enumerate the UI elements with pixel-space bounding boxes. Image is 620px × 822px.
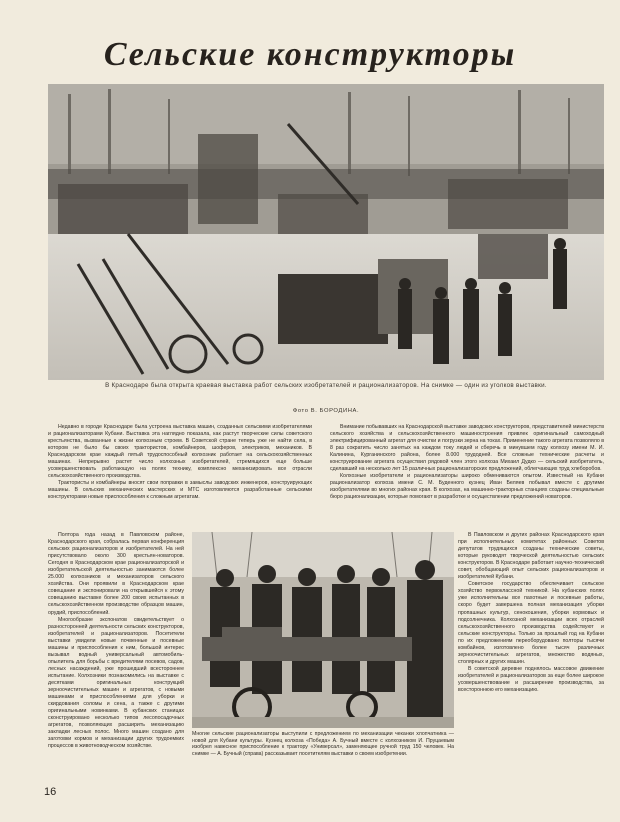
- paragraph: В советской деревне поднялось массовое движение изобретателей и рационализаторов за еще более широкое усовершенствование и расширение производства, за всестороннюю его механизацию.: [458, 665, 604, 694]
- exhibition-photo-art: [48, 84, 604, 380]
- photo-credit: Фото В. БОРОДИНА.: [292, 408, 360, 414]
- inventors-photo-art: [192, 532, 454, 728]
- inventors-photo: [192, 532, 454, 728]
- page-title: Сельские конструкторы: [103, 36, 517, 73]
- article-column-left-bottom: [48, 532, 184, 788]
- paragraph: Многообразие экспонатов свидетельствует о разносторонней деятельности сельских конструкторов, изобретателей и рационализаторов. Посетители выставки увидели новые почвенные и посевные машины и приспособления к ним, большой интерес вызывал водный универсальный автомобиль-опылитель для борьбы с вредителями посевов, садов, лесных насаждений, уже прошедший всестороннее испытание. Колхозники познакомились на выставке с десятками оригинальных конструкций зерноочистительных машин и агрегатов, с новыми машинами и приспособлениями для уборки и скирдования соломы и сена, а также с другими оригинальными новинками. В кубанских станицах сконструировано несколько типов лесопосадочных агрегатов, позволяющих расширить механизацию закладки лесных полос. Много машин создано для заготовки кормов и механизации других трудоемких процессов в животноводческом хозяйстве.: [48, 616, 184, 750]
- paragraph: Трактористы и комбайнеры вносят свои поправки в замыслы заводских инженеров, конструирующих машины. В сельских механических мастерских и МТС изготовляются разработанные сельскими конструкторами новые приспособления к сложным агрегатам.: [48, 480, 312, 501]
- photo-caption: В Краснодаре была открыта краевая выставка работ сельских изобретателей и рационализаторов. На снимке — один из уголков выставки.: [105, 382, 547, 389]
- paragraph: В Павловском и других районах Краснодарского края при исполнительных комитетах районных Советов депутатов трудящихся созданы технические советы, которые руководят творческой деятельностью сельских конструкторов. В Краснодаре работает научно-технический совет, обобщающий опыт сельских рационализаторов и изобретателей Кубани.: [458, 532, 604, 581]
- paragraph: Советское государство обеспечивает сельское хозяйство первоклассной техникой. На кубанских полях уже исполнительны все пахотные и посевные работы, скоро будет завершена полная механизация уборки пропашных культур, сенокошения, уборки кормовых и подсолнечника. Колхозной механизации всех отраслей сельскохозяйственного производства содействуют и сельские конструкторы. Только за прошлый год на Кубани по их предложениям переоборудовано полторы тысячи комбайнов, изготовлено более тысяч различных зерноочистительных агрегатов, множество водяных, столярных и других машин.: [458, 581, 604, 665]
- paragraph: Недавно в городе Краснодаре была устроена выставка машин, созданных сельскими изобретателями и рационализаторами Кубани. Выставка эта наглядно показала, как растут творческие силы советского крестьянства, вызванные к жизни колхозным строем. В Советской стране теперь уже не найти села, в котором не было бы своих трактористов, комбайнеров, шоферов, электриков, механиков. В Краснодарском крае каждый пятый трудоспособный колхозник работает на сельскохозяйственных машинах. Непрерывно растет число колхозных изобретателей, стремящихся еще больше усовершенствовать работающую на полях технику, комплексно механизировать все отрасли сельскохозяйственного производства.: [48, 424, 312, 480]
- article-column-left-top: [48, 424, 312, 532]
- article-column-right-top: [330, 424, 604, 532]
- article-column-right-bottom: [458, 532, 604, 788]
- paragraph: Колхозные изобретатели и рационализаторы широко обмениваются опытом. Известный на Кубани рационализатор колхоза имени С. М. Буденного кузнец Иван Беляев побывал вместе с другими изобретателями во многих районах края. В колхозах, на машинно-тракторных станциях созданы специальные бюро рационализации, которые помогают в разработке и осуществлении предложений новаторов.: [330, 473, 604, 501]
- paragraph: Внимание побывавших на Краснодарской выставке заводских конструкторов, представителей министерств сельского хозяйства и сельскохозяйственного машиностроения привлек оригинальный самоходный электрифицированный агрегат для очистки и погрузки зерна на токах. Применение такого агрегата позволяло в 8 раз сократить число занятых на каждом току людей и сберечь в минувшем году колхозу имени М. И. Калинина, Курганинского района, более 8.000 трудодней. Все сложные технические расчеты и конструирование агрегата осуществил рядовой член этого колхоза Михаил Дудко — сельский изобретатель, сделавший на несколько лет 15 различных рационализаторских предложений, облегчающих труд хлеборобов.: [330, 424, 604, 473]
- page-number: 16: [44, 786, 57, 798]
- paragraph: Полтора года назад в Павловском районе, Краснодарского края, собралась первая конференция сельских рационализаторов и изобретателей. На ней присутствовало около 300 крестьян-новаторов. Сегодня в Краснодарском крае рационализаторской и изобретательской деятельностью занимаются более 25.000 колхозников и механизаторов сельского хозяйства. Они проявили в Краснодарском крае совещание и экспонировали на открывшейся к этому совещанию выставке более 200 своих испытанных в сельскохозяйственном производстве образцов машин, орудий, приспособлений.: [48, 532, 184, 616]
- inventors-photo-caption: Многие сельские рационализаторы выступили с предложением по механизации чеканки хлопчатника — новой для Кубани культуры. Кузнец колхоза «Победа» А. Бучный вместе с колхозником И. Пруцаевым изобрел навесное приспособление к трактору «Универсал», заменяющее ручной труд 150 человек. На снимке — А. Бучный (справа) рассказывает посетителям выставки о своем изобретении.: [192, 731, 454, 757]
- exhibition-photo: [48, 84, 604, 380]
